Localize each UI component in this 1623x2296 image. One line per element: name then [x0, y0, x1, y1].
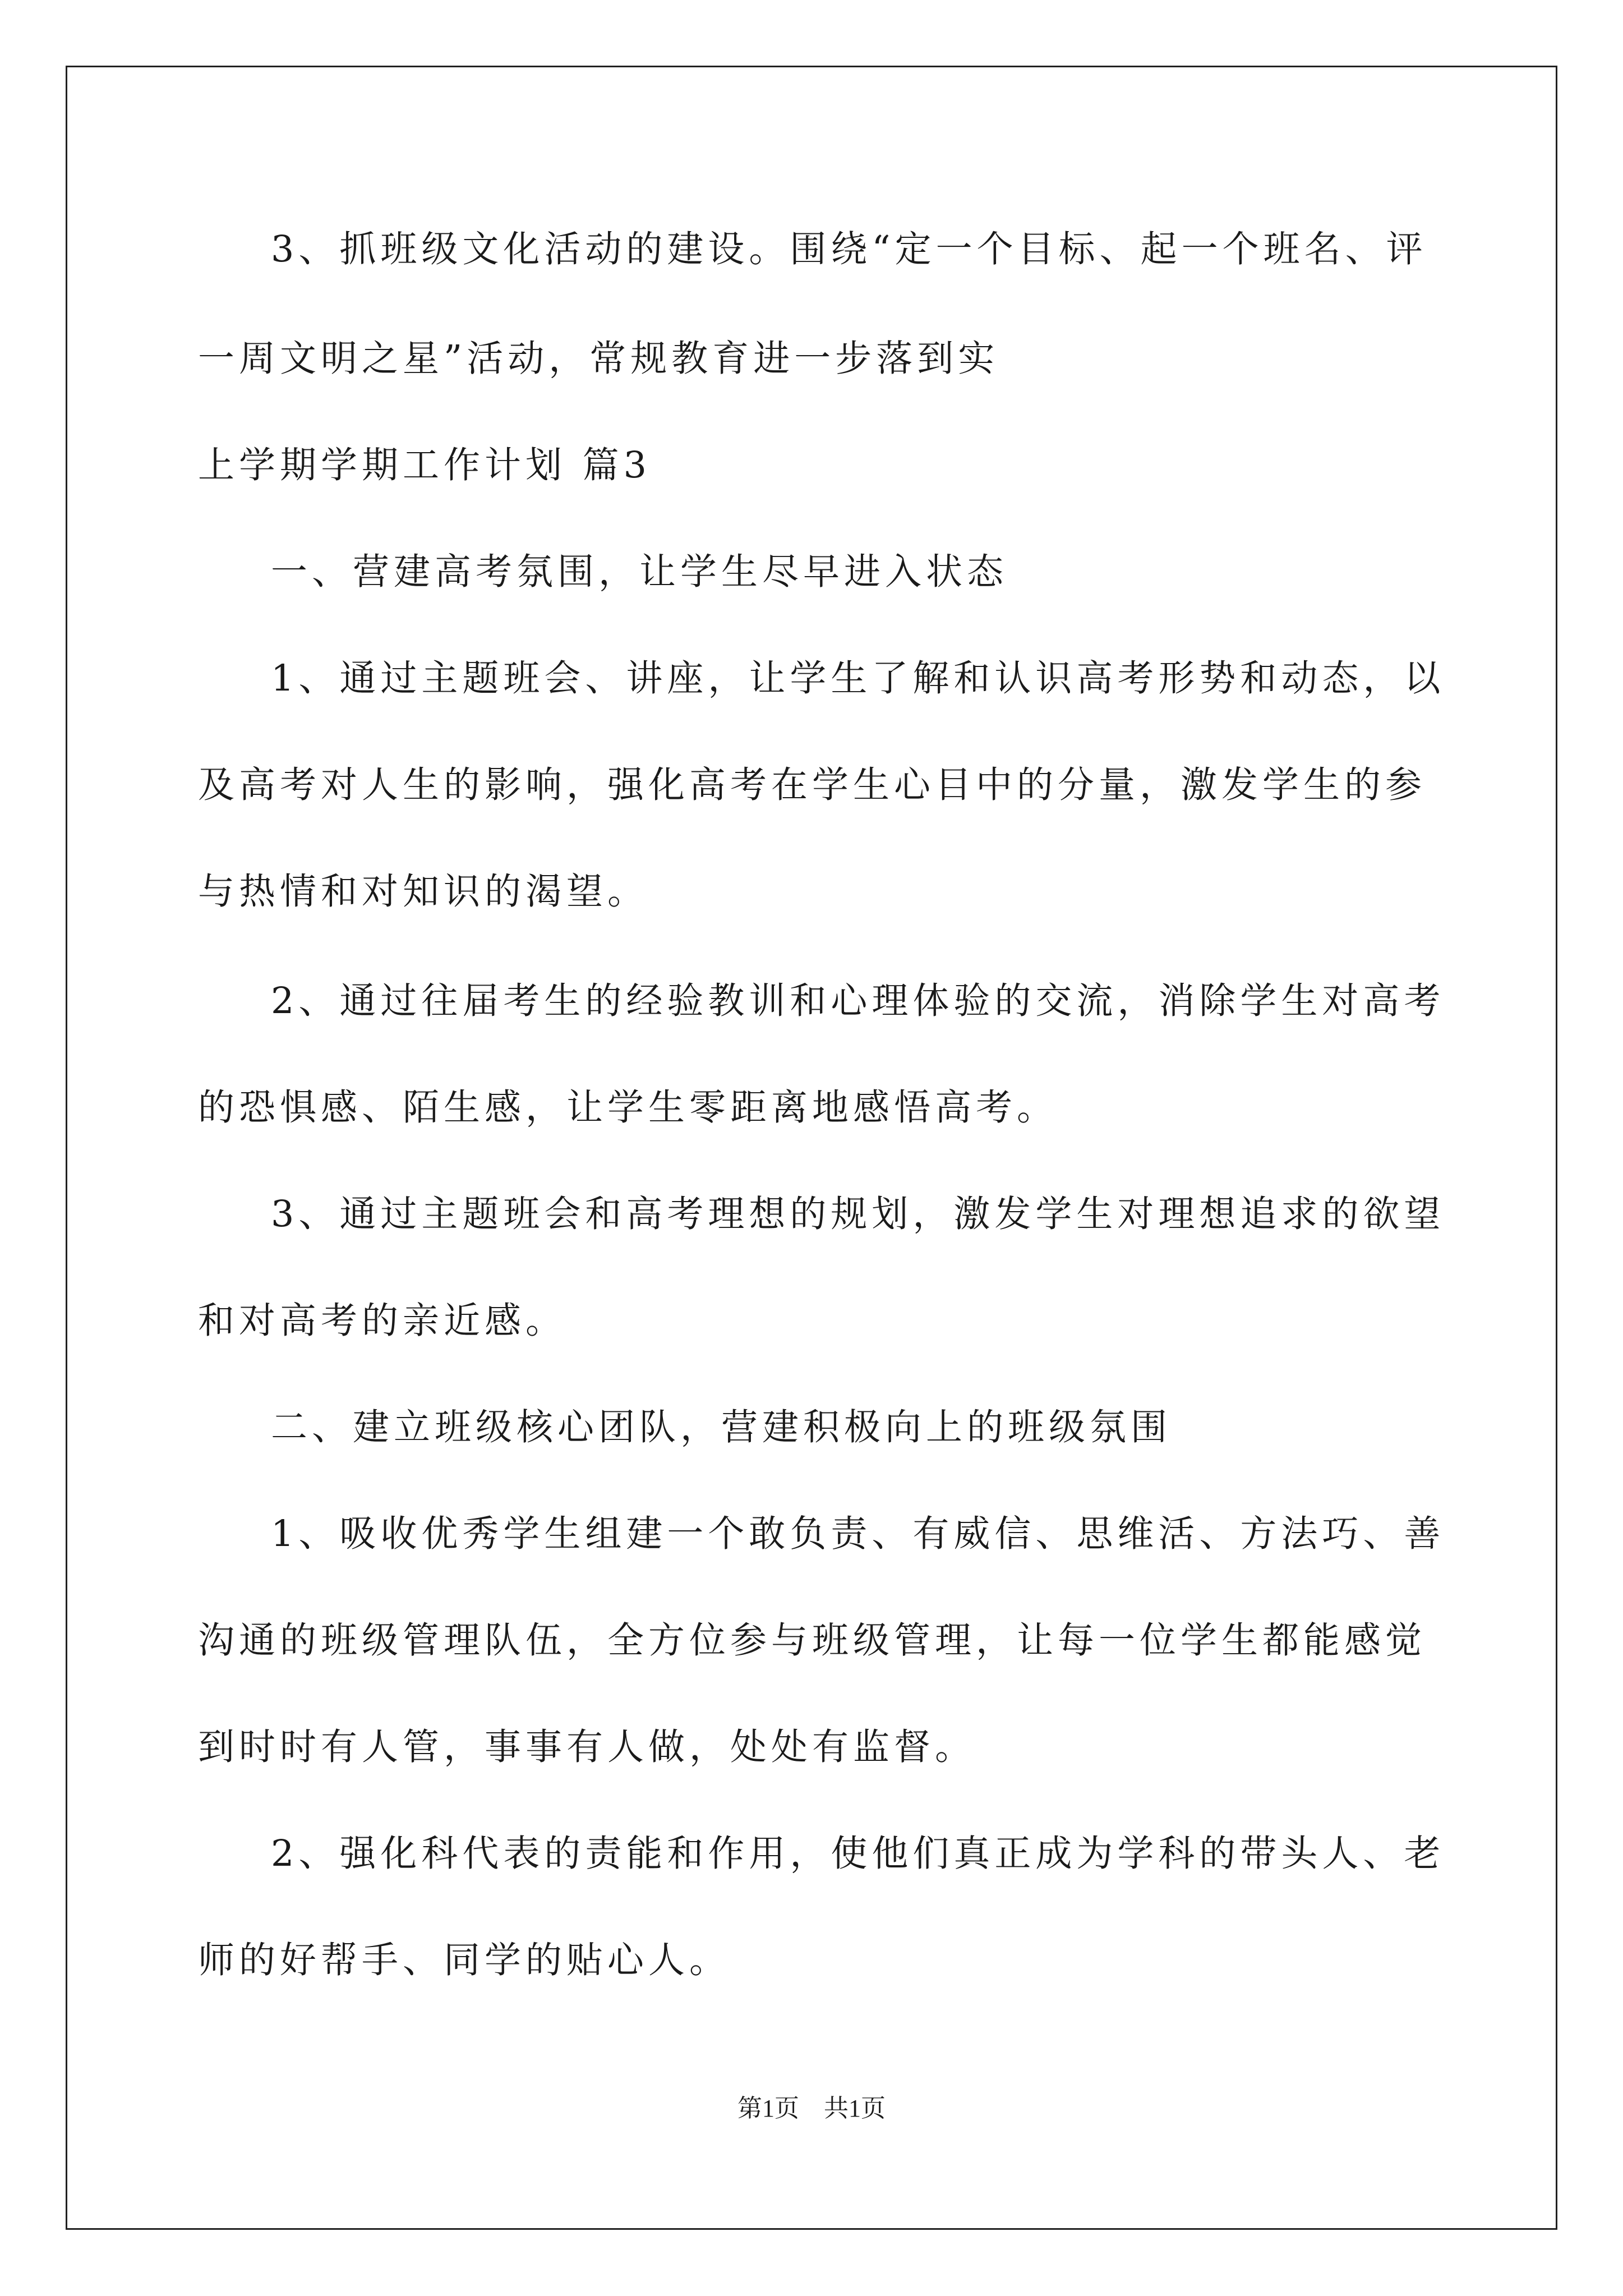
paragraph-line: 3、通过主题班会和高考理想的规划，激发学生对理想追求的欲望 — [271, 1193, 1445, 1235]
page-border — [66, 66, 1557, 2230]
paragraph-line: 3、抓班级文化活动的建设。围绕“定一个目标、起一个班名、评 — [271, 228, 1427, 270]
page-footer: 第1页 共1页 — [737, 2095, 886, 2122]
paragraph-line: 及高考对人生的影响，强化高考在学生心目中的分量，激发学生的参 — [198, 764, 1427, 806]
paragraph-line: 1、吸收优秀学生组建一个敢负责、有威信、思维活、方法巧、善 — [271, 1513, 1445, 1555]
paragraph-line: 的恐惧感、陌生感，让学生零距离地感悟高考。 — [198, 1087, 1058, 1129]
paragraph-line: 2、通过往届考生的经验教训和心理体验的交流，消除学生对高考 — [271, 980, 1445, 1022]
section-heading: 二、建立班级核心团队，营建积极向上的班级氛围 — [271, 1406, 1172, 1448]
paragraph-line: 和对高考的亲近感。 — [198, 1300, 567, 1342]
paragraph-line: 一周文明之星”活动，常规教育进一步落到实 — [198, 338, 999, 380]
section-title: 上学期学期工作计划 篇3 — [198, 444, 652, 486]
paragraph-line: 1、通过主题班会、讲座，让学生了解和认识高考形势和动态，以 — [271, 657, 1445, 700]
paragraph-line: 沟通的班级管理队伍，全方位参与班级管理，让每一位学生都能感觉 — [198, 1619, 1427, 1662]
paragraph-line: 师的好帮手、同学的贴心人。 — [198, 1939, 731, 1981]
section-heading: 一、营建高考氛围，让学生尽早进入状态 — [271, 551, 1008, 593]
paragraph-line: 与热情和对知识的渴望。 — [198, 871, 649, 913]
paragraph-line: 到时时有人管，事事有人做，处处有监督。 — [198, 1726, 976, 1768]
paragraph-line: 2、强化科代表的责能和作用，使他们真正成为学科的带头人、老 — [271, 1833, 1445, 1875]
